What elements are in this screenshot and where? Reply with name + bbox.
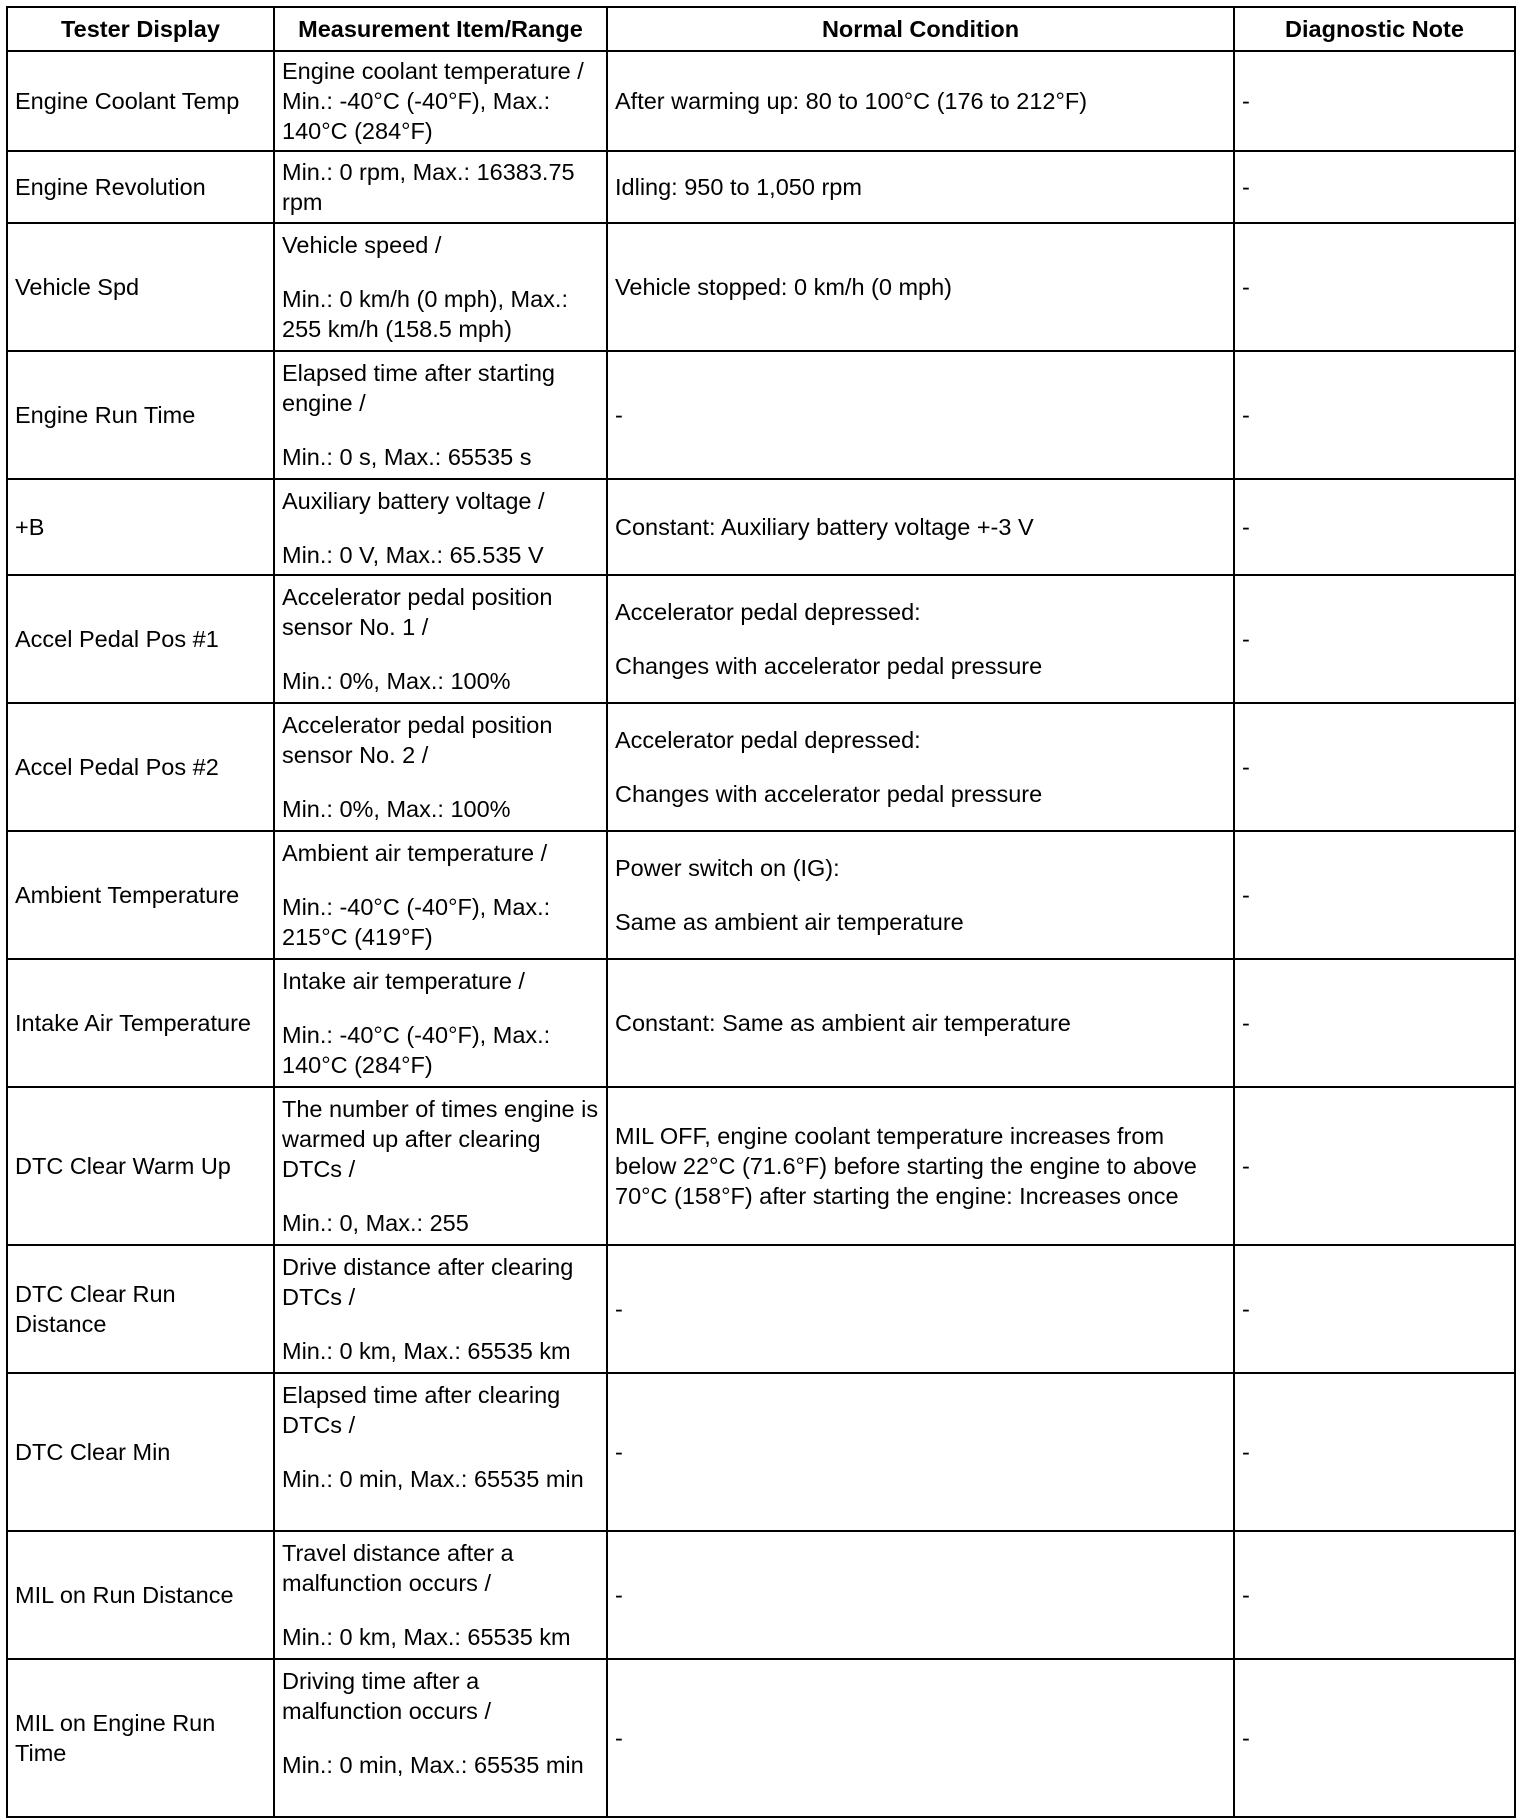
table-row: [7, 703, 1515, 831]
normal-condition-text: Constant: Same as ambient air temperature: [615, 1010, 1071, 1036]
normal-condition-cell: [607, 1087, 1234, 1245]
measurement-range-text: Elapsed time after starting engine /: [282, 360, 555, 416]
tester-display-cell: Engine Revolution: [7, 151, 274, 223]
measurement-range-cell: [274, 1531, 607, 1659]
diagnostic-note-cell: -: [1234, 1087, 1515, 1245]
tester-display-cell: DTC Clear Run Distance: [7, 1245, 274, 1373]
normal-condition-cell: [607, 223, 1234, 351]
normal-condition-text: -: [615, 402, 623, 428]
normal-condition-text: -: [615, 1439, 623, 1465]
tester-display-cell: Intake Air Temperature: [7, 959, 274, 1087]
diagnostic-note-cell: -: [1234, 831, 1515, 959]
table-row: [7, 1245, 1515, 1373]
measurement-range-text: Intake air temperature /: [282, 968, 525, 994]
table-row: [7, 479, 1515, 575]
measurement-range-cell: [274, 575, 607, 703]
diagnostic-note-cell: -: [1234, 575, 1515, 703]
measurement-range-text: Min.: 0 s, Max.: 65535 s: [282, 444, 532, 470]
normal-condition-cell: [607, 479, 1234, 575]
diagnostic-note-cell: -: [1234, 1245, 1515, 1373]
table-row: [7, 831, 1515, 959]
normal-condition-cell: [607, 1245, 1234, 1373]
normal-condition-cell: [607, 1531, 1234, 1659]
measurement-range-text: Ambient air temperature /: [282, 840, 548, 866]
tester-display-cell: MIL on Engine Run Time: [7, 1659, 274, 1817]
normal-condition-cell: [607, 959, 1234, 1087]
measurement-range-cell: [274, 1373, 607, 1531]
normal-condition-cell: [607, 703, 1234, 831]
measurement-range-text: Min.: 0 km/h (0 mph), Max.: 255 km/h (158.5 mph): [282, 286, 568, 342]
header-diagnostic-note: Diagnostic Note: [1234, 7, 1515, 51]
measurement-range-text: Engine coolant temperature / Min.: -40°C (-40°F), Max.: 140°C (284°F): [282, 58, 584, 144]
diagnostic-note-cell: -: [1234, 703, 1515, 831]
measurement-range-cell: [274, 831, 607, 959]
diagnostic-note-cell: -: [1234, 223, 1515, 351]
measurement-range-text: Min.: 0 km, Max.: 65535 km: [282, 1624, 571, 1650]
table-row: [7, 223, 1515, 351]
normal-condition-text: Accelerator pedal depressed:: [615, 599, 921, 625]
diagnostic-note-cell: -: [1234, 1373, 1515, 1531]
measurement-range-text: The number of times engine is warmed up after clearing DTCs /: [282, 1096, 599, 1182]
diagnostic-note-cell: -: [1234, 959, 1515, 1087]
measurement-range-text: Travel distance after a malfunction occurs /: [282, 1540, 514, 1596]
table-row: [7, 1659, 1515, 1817]
table-body: [7, 51, 1515, 1817]
table-row: [7, 1531, 1515, 1659]
table-row: [7, 151, 1515, 223]
normal-condition-text: Constant: Auxiliary battery voltage +-3 V: [615, 514, 1034, 540]
measurement-range-cell: [274, 51, 607, 151]
table-row: [7, 51, 1515, 151]
tester-display-cell: MIL on Run Distance: [7, 1531, 274, 1659]
measurement-range-cell: [274, 151, 607, 223]
diagnostic-note-cell: -: [1234, 1659, 1515, 1817]
measurement-range-text: Elapsed time after clearing DTCs /: [282, 1382, 561, 1438]
measurement-range-text: Accelerator pedal position sensor No. 1 /: [282, 584, 553, 640]
normal-condition-cell: [607, 351, 1234, 479]
diagnostic-note-cell: -: [1234, 1531, 1515, 1659]
normal-condition-text: -: [615, 1582, 623, 1608]
diagnostic-note-cell: -: [1234, 51, 1515, 151]
normal-condition-text: Changes with accelerator pedal pressure: [615, 653, 1043, 679]
measurement-range-text: Min.: 0 km, Max.: 65535 km: [282, 1338, 571, 1364]
normal-condition-cell: [607, 575, 1234, 703]
normal-condition-text: Same as ambient air temperature: [615, 909, 964, 935]
measurement-range-text: Vehicle speed /: [282, 232, 442, 258]
table-row: [7, 351, 1515, 479]
tester-display-cell: Engine Run Time: [7, 351, 274, 479]
diagnostic-note-cell: -: [1234, 151, 1515, 223]
tester-display-cell: DTC Clear Warm Up: [7, 1087, 274, 1245]
normal-condition-cell: [607, 1659, 1234, 1817]
table-row: [7, 1373, 1515, 1531]
normal-condition-cell: [607, 1373, 1234, 1531]
tester-display-cell: +B: [7, 479, 274, 575]
normal-condition-text: Changes with accelerator pedal pressure: [615, 781, 1043, 807]
measurement-range-cell: [274, 223, 607, 351]
measurement-range-text: Min.: -40°C (-40°F), Max.: 140°C (284°F): [282, 1022, 551, 1078]
measurement-range-text: Min.: 0%, Max.: 100%: [282, 668, 511, 694]
diagnostic-note-cell: -: [1234, 479, 1515, 575]
normal-condition-cell: [607, 151, 1234, 223]
tester-display-cell: Ambient Temperature: [7, 831, 274, 959]
normal-condition-cell: [607, 51, 1234, 151]
normal-condition-text: Accelerator pedal depressed:: [615, 727, 921, 753]
measurement-range-cell: [274, 351, 607, 479]
normal-condition-text: Vehicle stopped: 0 km/h (0 mph): [615, 274, 953, 300]
table-row: [7, 959, 1515, 1087]
measurement-range-text: Min.: 0%, Max.: 100%: [282, 796, 511, 822]
tester-display-cell: DTC Clear Min: [7, 1373, 274, 1531]
tester-display-cell: Accel Pedal Pos #2: [7, 703, 274, 831]
tester-display-cell: Accel Pedal Pos #1: [7, 575, 274, 703]
measurement-range-text: Min.: 0 min, Max.: 65535 min: [282, 1466, 584, 1492]
measurement-range-text: Min.: 0 V, Max.: 65.535 V: [282, 542, 544, 568]
measurement-range-text: Accelerator pedal position sensor No. 2 /: [282, 712, 553, 768]
measurement-range-text: Drive distance after clearing DTCs /: [282, 1254, 574, 1310]
header-row: [7, 7, 1515, 51]
measurement-range-text: Min.: 0, Max.: 255: [282, 1210, 469, 1236]
measurement-range-text: Driving time after a malfunction occurs /: [282, 1668, 491, 1724]
normal-condition-text: -: [615, 1725, 623, 1751]
table-row: [7, 1087, 1515, 1245]
measurement-range-text: Auxiliary battery voltage /: [282, 488, 545, 514]
data-list-table: [6, 6, 1516, 1818]
measurement-range-cell: [274, 1659, 607, 1817]
normal-condition-text: After warming up: 80 to 100°C (176 to 212°F): [615, 88, 1088, 114]
measurement-range-cell: [274, 1245, 607, 1373]
measurement-range-cell: [274, 703, 607, 831]
header-measurement-item: Measurement Item/Range: [274, 7, 607, 51]
measurement-range-cell: [274, 1087, 607, 1245]
header-tester-display: Tester Display: [7, 7, 274, 51]
normal-condition-text: Idling: 950 to 1,050 rpm: [615, 174, 862, 200]
table-row: [7, 575, 1515, 703]
normal-condition-text: -: [615, 1296, 623, 1322]
header-normal-condition: Normal Condition: [607, 7, 1234, 51]
diagnostic-note-cell: -: [1234, 351, 1515, 479]
normal-condition-cell: [607, 831, 1234, 959]
normal-condition-text: Power switch on (IG):: [615, 855, 840, 881]
measurement-range-text: Min.: 0 min, Max.: 65535 min: [282, 1752, 584, 1778]
tester-display-cell: Engine Coolant Temp: [7, 51, 274, 151]
measurement-range-text: Min.: 0 rpm, Max.: 16383.75 rpm: [282, 159, 575, 215]
measurement-range-cell: [274, 959, 607, 1087]
measurement-range-text: Min.: -40°C (-40°F), Max.: 215°C (419°F): [282, 894, 551, 950]
measurement-range-cell: [274, 479, 607, 575]
tester-display-cell: Vehicle Spd: [7, 223, 274, 351]
normal-condition-text: MIL OFF, engine coolant temperature increases from below 22°C (71.6°F) before starting the engine to above 70°C (158°F) after starting the engine: Increases once: [615, 1123, 1197, 1209]
